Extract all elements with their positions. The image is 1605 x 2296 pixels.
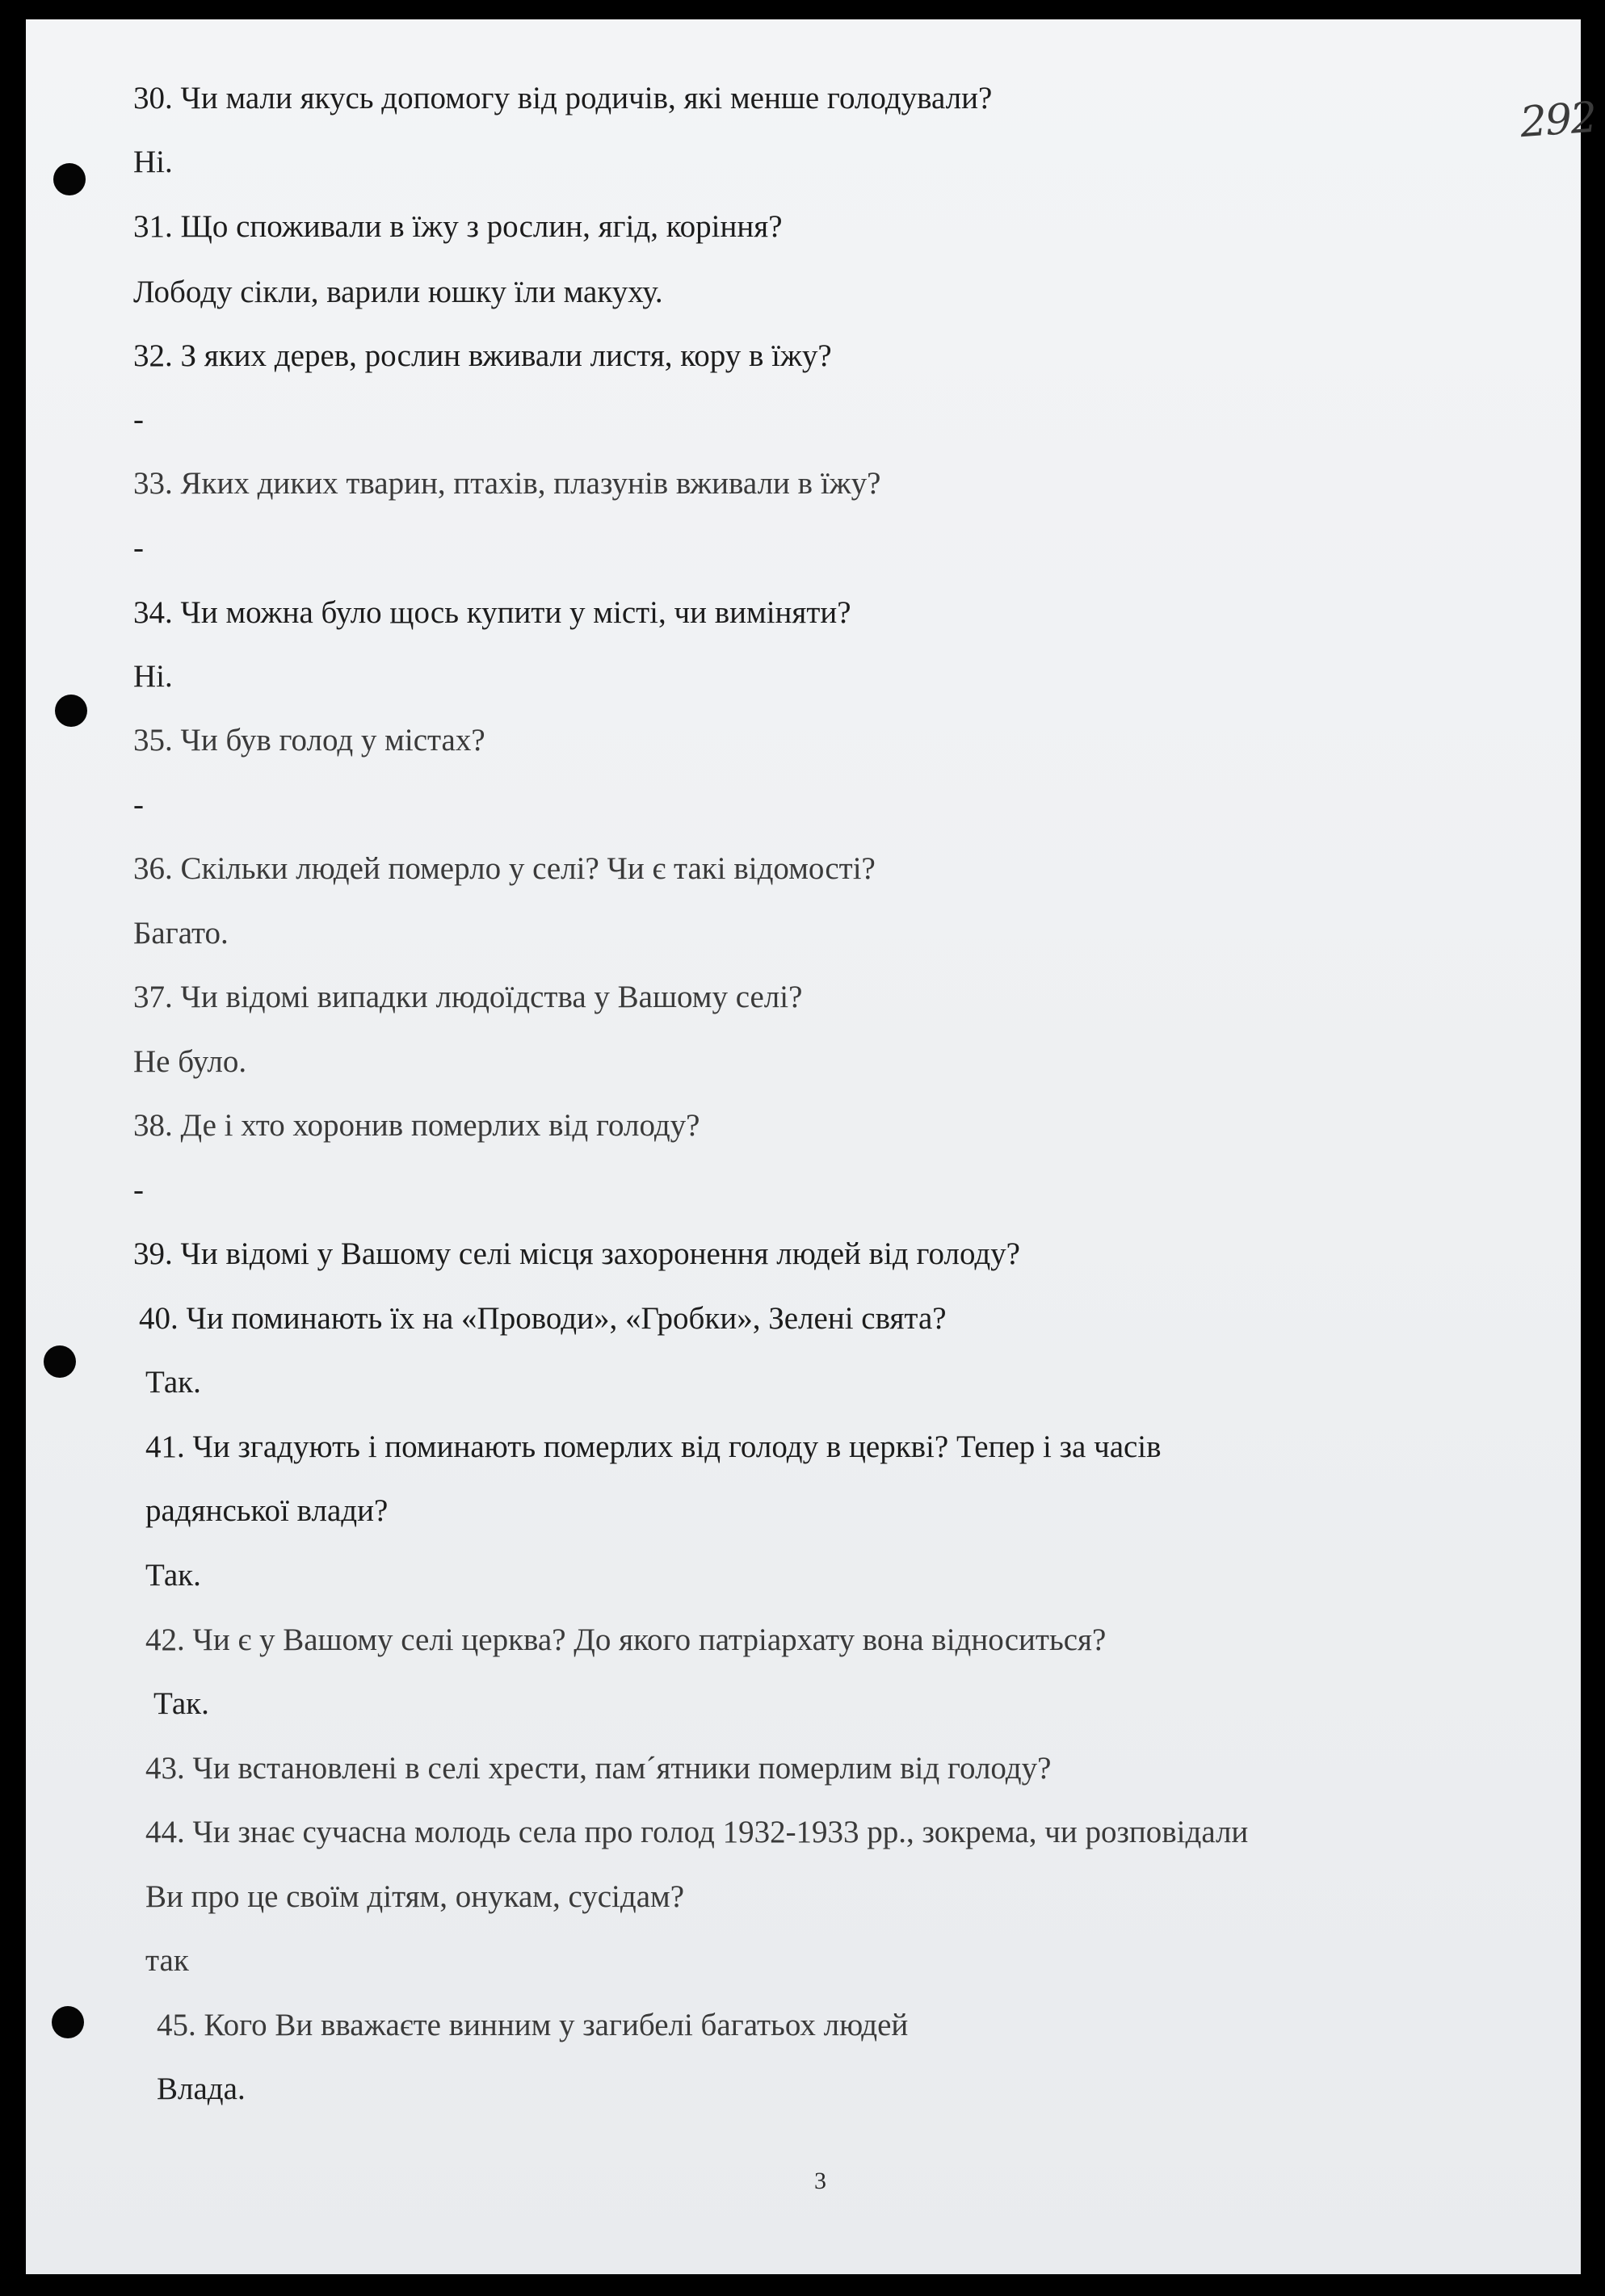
document-page <box>26 19 1598 2274</box>
question-38: 38. Де і хто хоронив померлих від голоду? <box>133 1108 700 1143</box>
question-35: 35. Чи був голод у містах? <box>133 723 485 758</box>
answer-40: Так. <box>145 1365 201 1400</box>
question-40: 40. Чи поминають їх на «Проводи», «Гробки», Зелені свята? <box>139 1301 947 1336</box>
question-44: 44. Чи знає сучасна молодь села про голод 1932-1933 рр., зокрема, чи розповідали <box>145 1815 1249 1849</box>
question-33: 33. Яких диких тварин, птахів, плазунів вживали в їжу? <box>133 466 881 501</box>
answer-36: Багато. <box>133 916 229 951</box>
question-30: 30. Чи мали якусь допомогу від родичів, які менше голодували? <box>133 81 993 115</box>
punch-hole <box>53 163 86 195</box>
punch-hole <box>55 695 87 727</box>
answer-30: Ні. <box>133 145 173 179</box>
answer-42: Так. <box>153 1686 209 1721</box>
question-37: 37. Чи відомі випадки людоїдства у Вашому селі? <box>133 980 803 1014</box>
punch-hole <box>44 1345 76 1378</box>
question-44-continued: Ви про це своїм дітям, онукам, сусідам? <box>145 1879 685 1914</box>
answer-37: Не було. <box>133 1044 247 1079</box>
question-45: 45. Кого Ви вважаєте винним у загибелі багатьох людей <box>157 2008 909 2042</box>
answer-32: - <box>133 402 144 437</box>
question-32: 32. З яких дерев, рослин вживали листя, кору в їжу? <box>133 338 832 373</box>
question-31: 31. Що споживали в їжу з рослин, ягід, коріння? <box>133 209 783 244</box>
question-36: 36. Скільки людей померло у селі? Чи є такі відомості? <box>133 851 876 886</box>
answer-35: - <box>133 787 144 822</box>
answer-34: Ні. <box>133 659 173 694</box>
question-34: 34. Чи можна було щось купити у місті, чи виміняти? <box>133 595 851 630</box>
answer-44: так <box>145 1943 189 1978</box>
page-number: 3 <box>814 2168 826 2194</box>
answer-45: Влада. <box>157 2071 246 2106</box>
archive-folio-number: 292 <box>1519 93 1598 148</box>
answer-33: - <box>133 531 144 565</box>
question-41: 41. Чи згадують і поминають померлих від голоду в церкві? Тепер і за часів <box>145 1429 1162 1464</box>
question-41-continued: радянської влади? <box>145 1493 389 1528</box>
question-42: 42. Чи є у Вашому селі церква? До якого патріархату вона відноситься? <box>145 1622 1107 1657</box>
question-43: 43. Чи встановлені в селі хрести, пам´ятники померлим від голоду? <box>145 1751 1052 1786</box>
answer-41: Так. <box>145 1558 201 1593</box>
answer-31: Лободу сікли, варили юшку їли макуху. <box>133 275 663 309</box>
punch-hole <box>52 2006 84 2038</box>
answer-38: - <box>133 1173 144 1207</box>
question-39: 39. Чи відомі у Вашому селі місця захоронення людей від голоду? <box>133 1236 1020 1271</box>
